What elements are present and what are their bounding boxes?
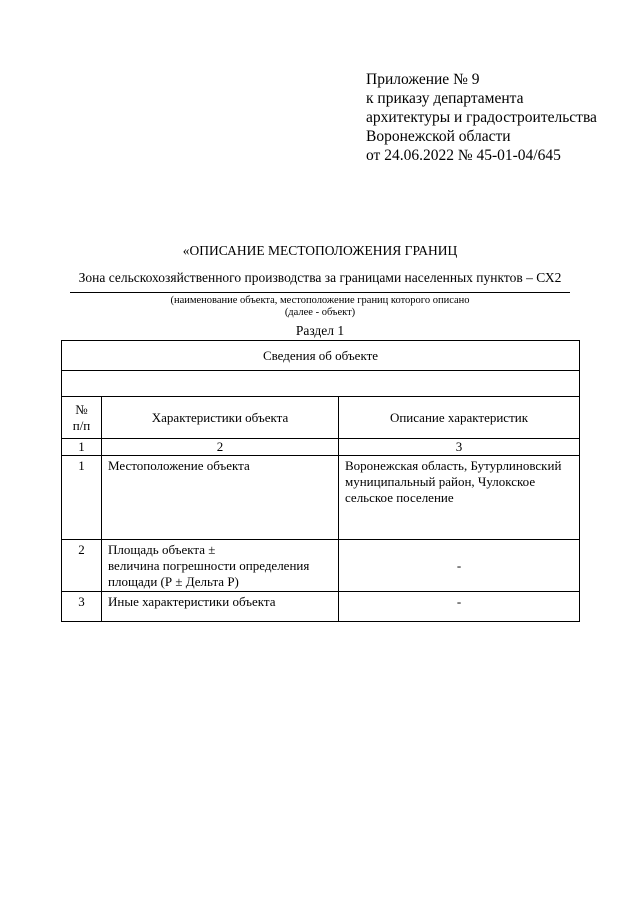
appendix-block <box>366 70 597 165</box>
row-value-line: - <box>456 594 462 609</box>
row-value-line: муниципальный район, Чулокское <box>345 474 536 489</box>
field-hint-line: (далее - объект) <box>284 307 356 318</box>
field-hint <box>70 295 570 319</box>
table-caption: Сведения об объекте <box>62 341 580 371</box>
column-number: 3 <box>339 439 580 456</box>
column-number: 2 <box>102 439 339 456</box>
appendix-line: к приказу департамента <box>366 90 524 107</box>
table-row <box>62 592 580 622</box>
row-name <box>102 592 339 622</box>
table-header-row <box>62 397 580 439</box>
row-value <box>339 456 580 540</box>
row-num: 1 <box>62 456 102 540</box>
column-number: 1 <box>62 439 102 456</box>
row-name-line: Площадь объекта ± <box>108 542 216 557</box>
row-value-line: Воронежская область, Бутурлиновский <box>345 458 562 473</box>
table-row <box>62 540 580 592</box>
header-num-line: п/п <box>72 417 91 433</box>
object-info-table <box>61 340 580 622</box>
row-name-line: площади (Р ± Дельта Р) <box>108 574 239 589</box>
header-num <box>62 397 102 439</box>
column-number-row <box>62 439 580 456</box>
field-hint-line: (наименование объекта, местоположение границ которого описано <box>170 295 470 306</box>
row-name-line: Иные характеристики объекта <box>108 594 276 609</box>
object-name: Зона сельскохозяйственного производства за границами населенных пунктов – СХ2 <box>78 270 562 285</box>
underline-divider <box>70 292 570 293</box>
document-title: «ОПИСАНИЕ МЕСТОПОЛОЖЕНИЯ ГРАНИЦ <box>182 243 458 258</box>
row-name-line: Местоположение объекта <box>108 458 250 473</box>
appendix-line: Приложение № 9 <box>366 71 480 88</box>
header-characteristics: Характеристики объекта <box>102 397 339 439</box>
row-value <box>339 592 580 622</box>
empty-cell <box>62 371 580 397</box>
row-value-line: - <box>456 557 462 573</box>
table-empty-row <box>62 371 580 397</box>
appendix-line: от 24.06.2022 № 45-01-04/645 <box>366 147 561 164</box>
table-row <box>62 456 580 540</box>
table-caption-row <box>62 341 580 371</box>
row-name <box>102 456 339 540</box>
appendix-line: Воронежской области <box>366 128 511 145</box>
header-num-line: № <box>75 401 88 417</box>
section-title: Раздел 1 <box>295 323 345 338</box>
row-num: 2 <box>62 540 102 592</box>
row-name <box>102 540 339 592</box>
row-num: 3 <box>62 592 102 622</box>
appendix-line: архитектуры и градостроительства <box>366 109 597 126</box>
row-value <box>339 540 580 592</box>
row-name-line: величина погрешности определения <box>108 558 310 573</box>
header-description: Описание характеристик <box>339 397 580 439</box>
row-value-line: сельское поселение <box>345 490 454 505</box>
